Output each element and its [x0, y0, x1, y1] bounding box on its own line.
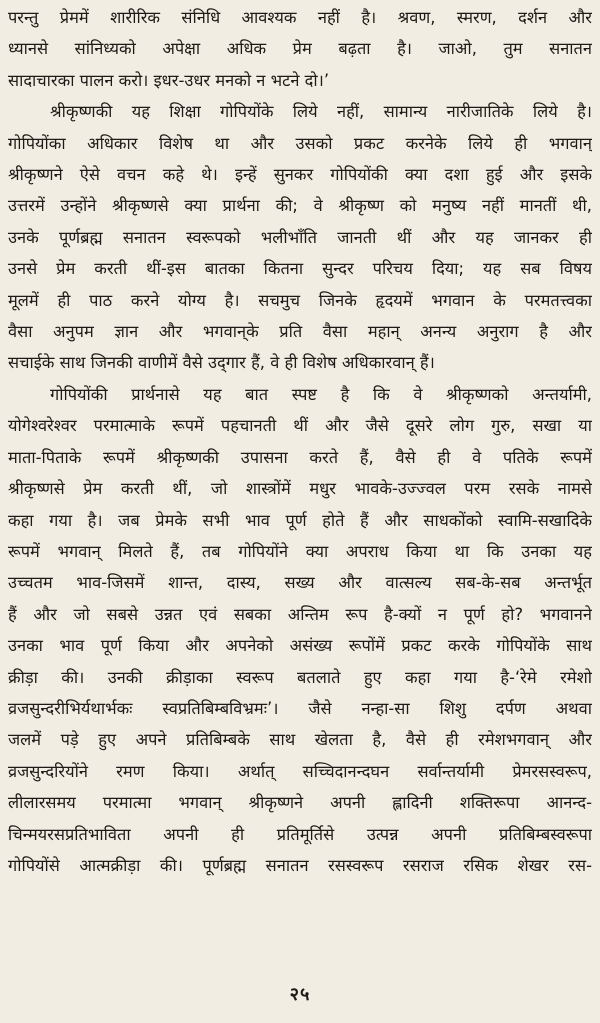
text-line: श्रीकृष्णने ऐसे वचन कहे थे। इन्हें सुनकर गोपियोंकी क्या दशा हुई और इसके — [8, 165, 592, 185]
text-line: व्रजसुन्दरीभिर्यथार्भकः स्वप्रतिबिम्बविभ्रमः’। जैसे नन्हा-सा शिशु दर्पण अथवा — [8, 698, 592, 718]
text-line: उनका भाव पूर्ण किया और अपनेको असंख्य रूपोंमें प्रकट करके गोपियोंके साथ — [8, 636, 592, 656]
text-line: उच्चतम भाव-जिसमें शान्त, दास्य, सख्य और वात्सल्य सब-के-सब अन्तर्भूत — [8, 573, 592, 593]
text-line: रूपमें भगवान् मिलते हैं, तब गोपियोंने क्या अपराध किया था कि उनका यह — [8, 541, 592, 561]
text-line: गोपियोंसे आत्मक्रीड़ा की। पूर्णब्रह्म सनातन रसस्वरूप रसराज रसिक शेखर रस- — [8, 855, 592, 875]
text-line: उत्तरमें उन्होंने श्रीकृष्णसे क्या प्रार्थना की; वे श्रीकृष्ण को मनुष्य नहीं मानतीं थी, — [8, 196, 592, 216]
text-line: सचाईके साथ जिनकी वाणीमें वैसे उद्‌गार हैं, वे ही विशेष अधिकारवान् हैं। — [8, 353, 435, 373]
text-line: हैं और जो सबसे उन्नत एवं सबका अन्तिम रूप है-क्यों न पूर्ण हो? भगवानने — [8, 604, 592, 624]
text-line: लीलारसमय परमात्मा भगवान् श्रीकृष्णने अपनी ह्लादिनी शक्तिरूपा आनन्द- — [8, 793, 592, 813]
text-line: सादाचारका पालन करो। इधर-उधर मनको न भटने दो।’ — [8, 70, 330, 90]
text-line: मूलमें ही पाठ करने योग्य है। सचमुच जिनके हृदयमें भगवान के परमतत्त्वका — [8, 290, 592, 310]
paragraph-3 — [8, 379, 592, 882]
text-line: परन्तु प्रेममें शारीरिक संनिधि आवश्यक नहीं है। श्रवण, स्मरण, दर्शन और — [8, 8, 592, 27]
text-line: व्रजसुन्दरियोंने रमण किया। अर्थात् सच्चिदानन्दघन सर्वान्तर्यामी प्रेमरसस्वरूप, — [8, 761, 592, 781]
text-line: चिन्मयरसप्रतिभाविता अपनी ही प्रतिमूर्तिसे उत्पन्न अपनी प्रतिबिम्बस्वरूपा — [8, 824, 592, 844]
text-line: उनसे प्रेम करती थीं-इस बातका कितना सुन्दर परिचय दिया; यह सब विषय — [8, 259, 592, 279]
text-line: कहा गया है। जब प्रेमके सभी भाव पूर्ण होते हैं और साधकोंको स्वामि-सखादिके — [8, 510, 592, 530]
text-line: श्रीकृष्णकी यह शिक्षा गोपियोंके लिये नहीं, सामान्य नारीजातिके लिये है। — [50, 102, 592, 122]
text-line: योगेश्वरेश्वर परमात्माके रूपमें पहचानती थीं और जैसे दूसरे लोग गुरु, सखा या — [8, 416, 592, 436]
text-line: माता-पिताके रूपमें श्रीकृष्णकी उपासना करते हैं, वैसे ही वे पतिके रूपमें — [8, 447, 592, 467]
text-line: श्रीकृष्णसे प्रेम करती थीं, जो शास्त्रोंमें मधुर भावके-उज्ज्वल परम रसके नामसे — [8, 479, 592, 499]
text-line: जलमें पड़े हुए अपने प्रतिबिम्बके साथ खेलता है, वैसे ही रमेशभगवान् और — [8, 730, 592, 750]
text-line: क्रीड़ा की। उनकी क्रीड़ाका स्वरूप बतलाते हुए कहा गया है-‘रेमे रमेशो — [8, 667, 592, 687]
paragraph-2 — [8, 96, 592, 379]
text-line: गोपियोंकी प्रार्थनासे यह बात स्पष्ट है कि वे श्रीकृष्णको अन्तर्यामी, — [50, 384, 592, 404]
text-line: गोपियोंका अधिकार विशेष था और उसको प्रकट करनेके लिये ही भगवान् — [8, 133, 592, 153]
text-line: वैसा अनुपम ज्ञान और भगवान्‌के प्रति वैसा महान् अनन्य अनुराग है और — [8, 322, 592, 342]
page-number: २५ — [289, 984, 311, 1005]
text-line: ध्यानसे सांनिध्यको अपेक्षा अधिक प्रेम बढ़ता है। जाओ, तुम सनातन — [8, 39, 592, 59]
text-line: उनके पूर्णब्रह्म सनातन स्वरूपको भलीभाँति जानती थीं और यह जानकर ही — [8, 227, 592, 247]
paragraph-1 — [8, 2, 592, 96]
